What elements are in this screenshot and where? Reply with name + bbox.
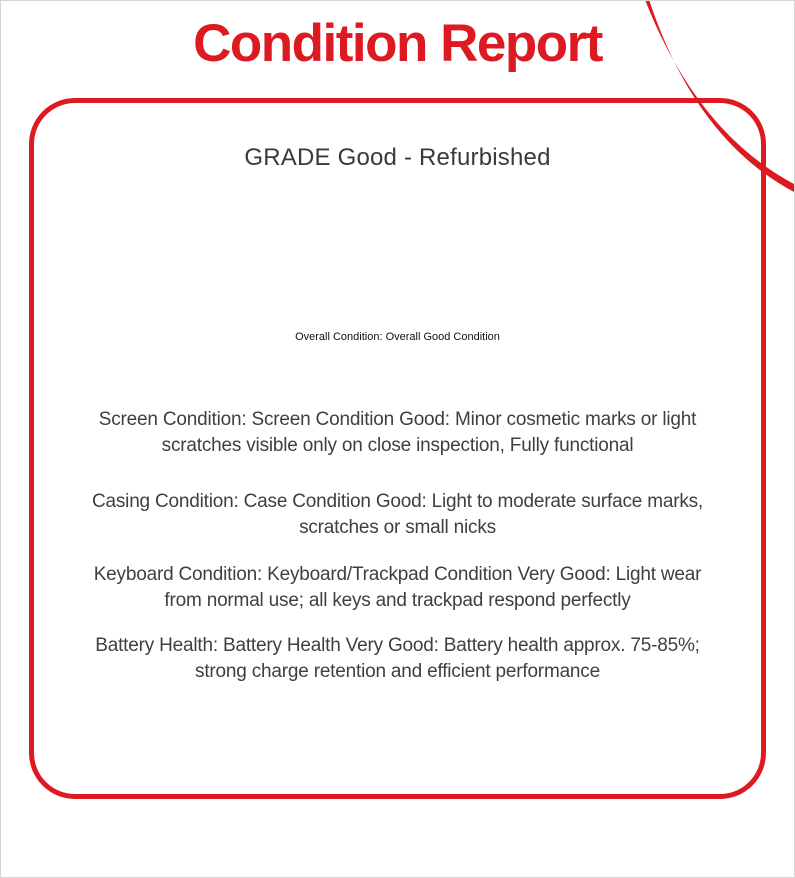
section-text-line: Keyboard Condition: Keyboard/Trackpad Condition Very Good: Light wear: [93, 564, 702, 585]
section-text-line: Casing Condition: Case Condition Good: Light to moderate surface marks,: [91, 491, 704, 512]
section-battery-health: [34, 633, 761, 684]
report-card: [29, 98, 766, 799]
section-text-line: Battery Health: Battery Health Very Good: Battery health approx. 75-85%;: [95, 635, 700, 656]
section-casing-condition: [34, 489, 761, 540]
section-keyboard-condition: [34, 562, 761, 613]
overall-condition-text: Overall Condition: Overall Good Condition: [295, 331, 500, 343]
page-title: Condition Report: [193, 14, 602, 73]
section-text-line: strong charge retention and efficient performance: [195, 660, 600, 682]
section-screen-condition: [34, 407, 761, 458]
section-text-line: Screen Condition: Screen Condition Good: Minor cosmetic marks or light: [98, 409, 697, 430]
section-text-line: scratches or small nicks: [299, 516, 496, 538]
grade-heading: GRADE Good - Refurbished: [244, 144, 551, 171]
section-text-line: from normal use; all keys and trackpad respond perfectly: [164, 589, 631, 611]
section-text-line: scratches visible only on close inspection, Fully functional: [161, 434, 634, 456]
